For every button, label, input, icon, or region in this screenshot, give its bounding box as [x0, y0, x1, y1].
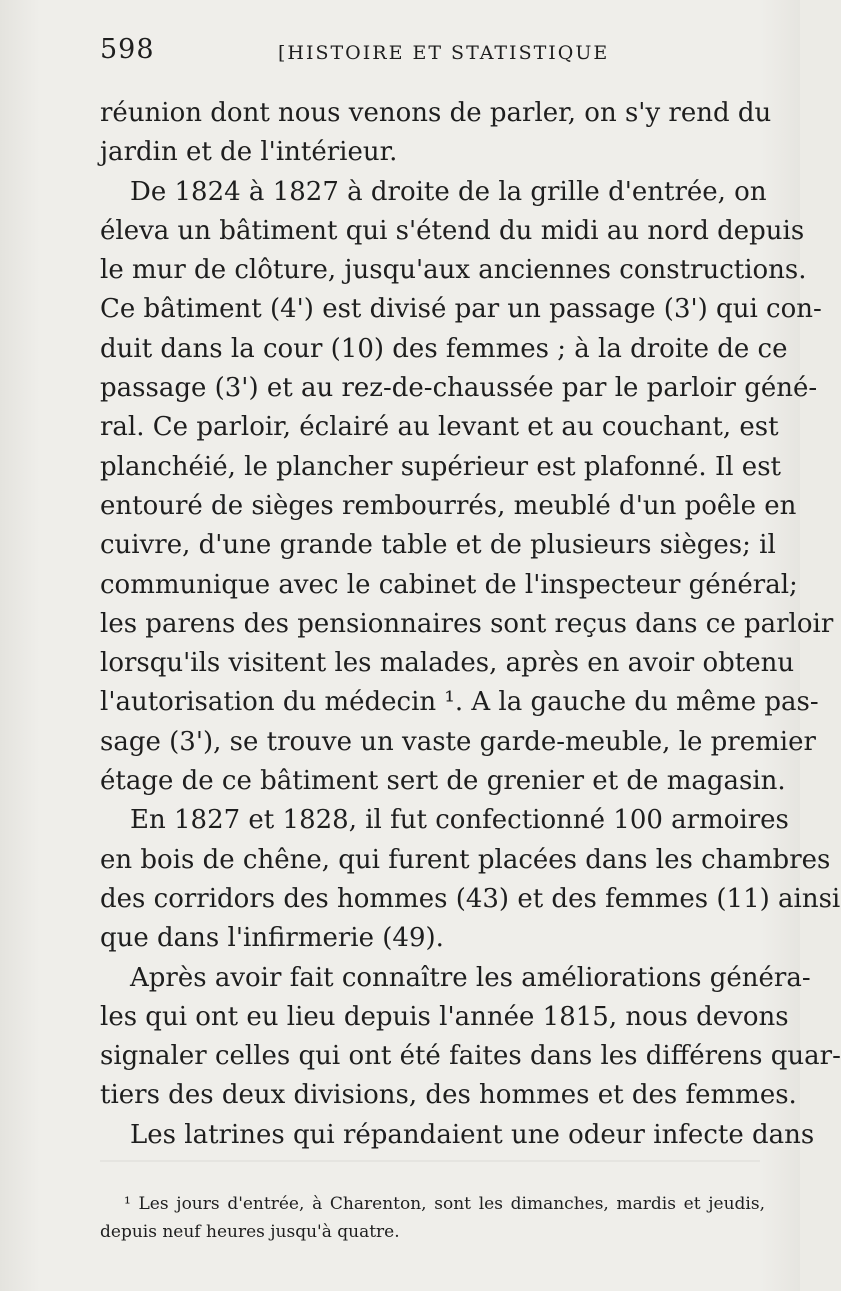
text-line: le mur de clôture, jusqu'aux anciennes constructions. [100, 255, 807, 286]
text-line: Ce bâtiment (4') est divisé par un passage (3') qui con- [100, 294, 822, 325]
text-line: ral. Ce parloir, éclairé au levant et au couchant, est [100, 412, 779, 443]
page-header [100, 34, 760, 74]
footnote-line: depuis neuf heures jusqu'à quatre. [100, 1222, 400, 1242]
running-head: [HISTOIRE ET STATISTIQUE [278, 42, 610, 64]
text-line: les qui ont eu lieu depuis l'année 1815, nous devons [100, 1001, 789, 1032]
text-line: cuivre, d'une grande table et de plusieurs sièges; il [100, 530, 776, 561]
footnotes [100, 1190, 765, 1246]
text-line: sage (3'), se trouve un vaste garde-meuble, le premier [100, 726, 816, 757]
paragraph-start: De 1824 à 1827 à droite de la grille d'entrée, on [130, 176, 767, 207]
text-line: passage (3') et au rez-de-chaussée par le parloir géné- [100, 373, 818, 404]
text-line: réunion dont nous venons de parler, on s'y rend du [100, 98, 772, 128]
text-line: les parens des pensionnaires sont reçus dans ce parloir [100, 608, 834, 639]
text-line: étage de ce bâtiment sert de grenier et de magasin. [100, 766, 786, 797]
paragraph-start: En 1827 et 1828, il fut confectionné 100 armoires [130, 805, 789, 836]
text-line: jardin et de l'intérieur. [100, 137, 398, 168]
text-line: lorsqu'ils visitent les malades, après en avoir obtenu [100, 648, 795, 679]
page-number: 598 [100, 34, 155, 65]
text-line: signaler celles qui ont été faites dans les différens quar- [100, 1041, 841, 1072]
text-line: des corridors des hommes (43) et des femmes (11) ainsi [100, 883, 841, 914]
text-line: planchéié, le plancher supérieur est plafonné. Il est [100, 451, 781, 482]
text-line: duit dans la cour (10) des femmes ; à la droite de ce [100, 333, 788, 364]
paragraph-start: Les latrines qui répandaient une odeur infecte dans [130, 1119, 815, 1150]
text-line: entouré de sièges rembourrés, meublé d'un poêle en [100, 490, 797, 521]
text-line: tiers des deux divisions, des hommes et des femmes. [100, 1080, 797, 1111]
bleed-through-shadow [100, 1160, 760, 1162]
text-line: que dans l'infirmerie (49). [100, 923, 444, 954]
text-line: éleva un bâtiment qui s'étend du midi au nord depuis [100, 215, 805, 246]
paragraph-start: Après avoir fait connaître les améliorations généra- [130, 962, 811, 993]
text-line: communique avec le cabinet de l'inspecteur général; [100, 569, 798, 600]
body-text [100, 94, 841, 1155]
text-line: en bois de chêne, qui furent placées dans les chambres [100, 844, 831, 875]
footnote-line: ¹ Les jours d'entrée, à Charenton, sont les dimanches, mardis et jeudis, [124, 1194, 765, 1214]
text-line: l'autorisation du médecin ¹. A la gauche du même pas- [100, 687, 819, 718]
